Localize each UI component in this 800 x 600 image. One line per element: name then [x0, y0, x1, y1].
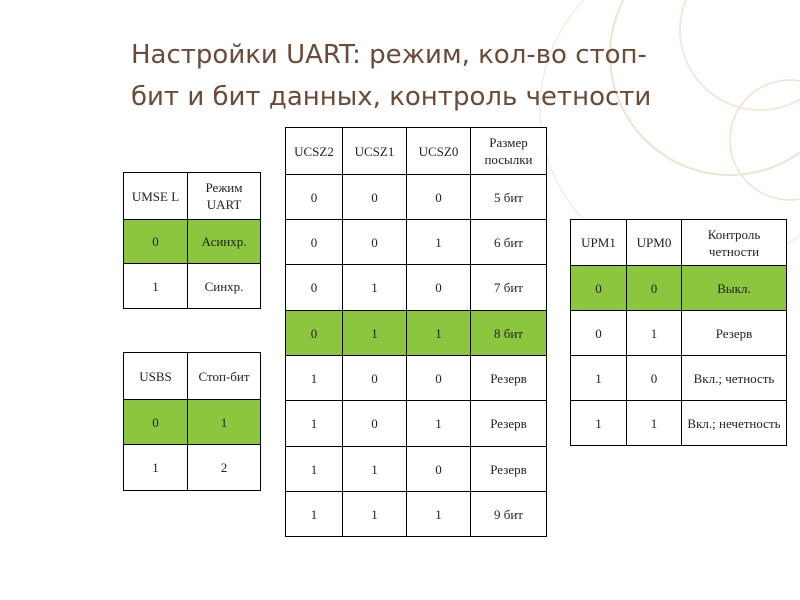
- table-cell: 0: [286, 220, 343, 265]
- table-cell: 0: [407, 356, 471, 401]
- table-cell: Синхр.: [188, 264, 261, 309]
- table-cell: 1: [407, 401, 471, 447]
- ucsz-frame-size-table: [285, 127, 547, 537]
- table-cell: 0: [343, 175, 407, 220]
- table-cell: 0: [407, 265, 471, 311]
- table-cell: 1: [627, 401, 682, 446]
- table-cell: 0: [407, 447, 471, 492]
- table-row: [286, 401, 547, 447]
- table-cell: Вкл.; четность: [682, 356, 787, 401]
- table-cell: 1: [571, 356, 627, 401]
- table-row: [571, 311, 787, 356]
- table-cell: Резерв: [471, 356, 547, 401]
- table-cell: Резерв: [471, 401, 547, 447]
- table-row: [286, 447, 547, 492]
- table-cell: 1: [286, 356, 343, 401]
- table-row-selected: [124, 400, 261, 445]
- table-header: USBS: [124, 353, 188, 400]
- slide-title: [131, 34, 771, 118]
- table-header: Размер посылки: [471, 128, 547, 175]
- table-cell: 1: [124, 264, 188, 309]
- table-row-selected: [571, 266, 787, 311]
- table-row: [286, 492, 547, 537]
- table-header: UMSE L: [124, 173, 188, 220]
- table-cell: 1: [286, 401, 343, 447]
- table-row: [124, 445, 261, 491]
- table-cell: Выкл.: [682, 266, 787, 311]
- upm-parity-table: [570, 219, 787, 446]
- table-cell: 1: [286, 492, 343, 537]
- table-row-selected: [286, 311, 547, 356]
- table-cell: 7 бит: [471, 265, 547, 311]
- table-cell: 1: [188, 400, 261, 445]
- table-cell: 0: [286, 311, 343, 356]
- table-row: [286, 220, 547, 265]
- table-row: [286, 356, 547, 401]
- table-header: UPM0: [627, 220, 682, 266]
- table-cell: 0: [571, 311, 627, 356]
- table-cell: 1: [627, 311, 682, 356]
- table-header: UPM1: [571, 220, 627, 266]
- table-cell: 0: [571, 266, 627, 311]
- table-header: UCSZ1: [343, 128, 407, 175]
- table-cell: 0: [343, 401, 407, 447]
- table-row-selected: [124, 220, 261, 264]
- table-cell: 1: [343, 265, 407, 311]
- table-cell: 1: [407, 311, 471, 356]
- table-cell: 6 бит: [471, 220, 547, 265]
- table-cell: 8 бит: [471, 311, 547, 356]
- table-cell: 1: [571, 401, 627, 446]
- umsel-mode-table: [123, 172, 261, 309]
- table-header: Контроль четности: [682, 220, 787, 266]
- slide-title-line2: бит и бит данных, контроль четности: [131, 82, 652, 112]
- table-row: [286, 175, 547, 220]
- table-cell: 1: [343, 492, 407, 537]
- table-cell: 0: [124, 400, 188, 445]
- table-cell: Асинхр.: [188, 220, 261, 264]
- table-cell: 1: [286, 447, 343, 492]
- table-cell: 1: [407, 492, 471, 537]
- usbs-stop-bit-table: [123, 352, 261, 491]
- table-cell: 0: [407, 175, 471, 220]
- table-cell: 1: [343, 447, 407, 492]
- table-cell: Резерв: [682, 311, 787, 356]
- table-cell: 9 бит: [471, 492, 547, 537]
- table-row: [571, 401, 787, 446]
- table-cell: 5 бит: [471, 175, 547, 220]
- table-cell: 0: [286, 175, 343, 220]
- slide-title-line1: Настройки UART: режим, кол-во стоп-: [131, 40, 647, 70]
- table-cell: 2: [188, 445, 261, 491]
- table-row: [124, 264, 261, 309]
- table-cell: 0: [627, 266, 682, 311]
- table-cell: 0: [343, 356, 407, 401]
- table-cell: Резерв: [471, 447, 547, 492]
- table-header: Стоп-бит: [188, 353, 261, 400]
- table-header: Режим UART: [188, 173, 261, 220]
- table-cell: 0: [343, 220, 407, 265]
- table-header: UCSZ0: [407, 128, 471, 175]
- table-cell: 1: [124, 445, 188, 491]
- table-row: [286, 265, 547, 311]
- table-row: [571, 356, 787, 401]
- table-cell: 0: [124, 220, 188, 264]
- table-cell: 1: [343, 311, 407, 356]
- table-header: UCSZ2: [286, 128, 343, 175]
- table-cell: 0: [286, 265, 343, 311]
- table-cell: 0: [627, 356, 682, 401]
- table-cell: Вкл.; нечетность: [682, 401, 787, 446]
- table-cell: 1: [407, 220, 471, 265]
